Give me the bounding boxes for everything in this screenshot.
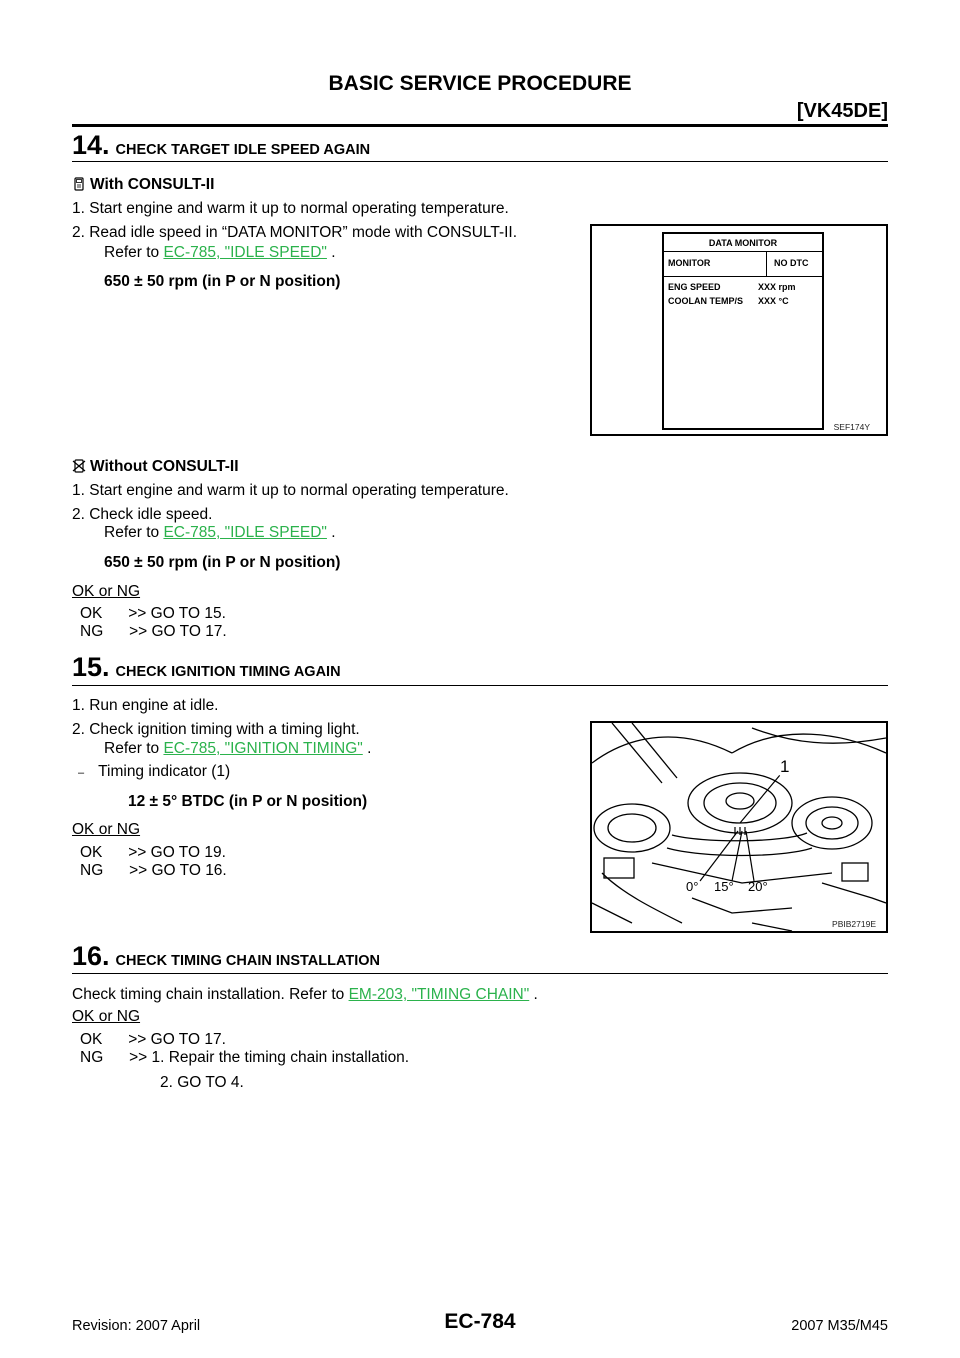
step-title: CHECK IGNITION TIMING AGAIN [115,664,341,680]
bullet-item: – Timing indicator (1) [78,763,231,780]
list-item: 1. Run engine at idle. [72,697,219,714]
monitor-row-label: COOLAN TEMP/S [668,296,744,306]
ok-ng-label: OK or NG [72,821,141,838]
monitor-title: DATA MONITOR [708,238,778,248]
timing-indicator-figure [590,721,888,933]
divider [664,251,822,252]
step-15-heading [72,652,341,683]
list-item: 1. Start engine and warm it up to normal operating temperature. [72,200,509,217]
ok-result: OK >> GO TO 17. [80,1031,226,1048]
refer-line: Refer to EC-785, "IDLE SPEED" . [104,244,336,261]
instruction-text: Check timing chain installation. Refer to EM-203, "TIMING CHAIN" . [72,986,538,1003]
step-rule [72,685,888,686]
list-item: 2. Read idle speed in “DATA MONITOR” mode with CONSULT-II. [72,224,518,241]
monitor-row-value: XXX °C [758,296,789,306]
without-consult-label: Without CONSULT-II [72,458,239,476]
divider [766,251,767,276]
step-rule [72,973,888,974]
list-item: 2. Check idle speed. [72,506,213,523]
engine-drawing [592,723,886,931]
ok-result: OK >> GO TO 15. [80,605,226,622]
timing-mark: 0° [686,879,699,894]
ok-ng-label: OK or NG [72,1008,141,1025]
step-number: 16. [72,941,110,971]
with-consult-label: With CONSULT-II [72,176,214,194]
step-number: 15. [72,652,110,682]
refer-line: Refer to EC-785, "IGNITION TIMING" . [104,740,372,757]
dash-bullet: – [78,767,85,779]
spec-value: 12 ± 5° BTDC (in P or N position) [128,793,368,810]
monitor-row-label: ENG SPEED [668,282,721,292]
page-title: BASIC SERVICE PROCEDURE [328,72,632,95]
divider [664,276,822,277]
ignition-timing-link[interactable]: EC-785, "IGNITION TIMING" [163,740,363,757]
spec-value: 650 ± 50 rpm (in P or N position) [104,273,341,290]
revision-date: Revision: 2007 April [72,1318,201,1334]
refer-line: Refer to EC-785, "IDLE SPEED" . [104,524,336,541]
page-number: EC-784 [444,1310,516,1333]
idle-speed-link[interactable]: EC-785, "IDLE SPEED" [163,524,327,541]
step-rule [72,161,888,162]
list-item: 2. Check ignition timing with a timing light. [72,721,360,738]
header-rule [72,124,888,127]
ok-ng-label: OK or NG [72,583,141,600]
idle-speed-link[interactable]: EC-785, "IDLE SPEED" [163,244,327,261]
callout-number: 1 [780,757,790,776]
step-16-heading [72,941,380,972]
step-number: 14. [72,130,110,160]
step-14-heading [72,130,370,161]
model-name: 2007 M35/M45 [791,1318,888,1334]
engine-code: [VK45DE] [796,100,888,122]
ng-result: NG >> GO TO 17. [80,623,227,640]
list-item: 1. Start engine and warm it up to normal operating temperature. [72,482,509,499]
data-monitor-figure [590,224,888,436]
timing-mark: 15° [714,879,734,894]
no-tester-icon [72,459,86,473]
spec-value: 650 ± 50 rpm (in P or N position) [104,554,341,571]
figure-id: SEF174Y [833,422,870,432]
monitor-row-value: XXX rpm [758,282,796,292]
monitor-screen [662,232,824,430]
consult-tester-icon [72,177,86,191]
timing-chain-link[interactable]: EM-203, "TIMING CHAIN" [348,986,530,1003]
ng-result: NG >> GO TO 16. [80,862,227,879]
step-title: CHECK TIMING CHAIN INSTALLATION [115,953,381,969]
figure-id: PBIB2719E [832,919,876,929]
monitor-column-label: MONITOR [668,258,711,268]
ok-result: OK >> GO TO 19. [80,844,226,861]
monitor-column-label: NO DTC [774,258,809,268]
ng-result: NG >> 1. Repair the timing chain installation. [80,1049,410,1066]
ng-result-continued: 2. GO TO 4. [160,1074,244,1091]
step-title: CHECK TARGET IDLE SPEED AGAIN [115,142,371,158]
timing-mark: 20° [748,879,768,894]
